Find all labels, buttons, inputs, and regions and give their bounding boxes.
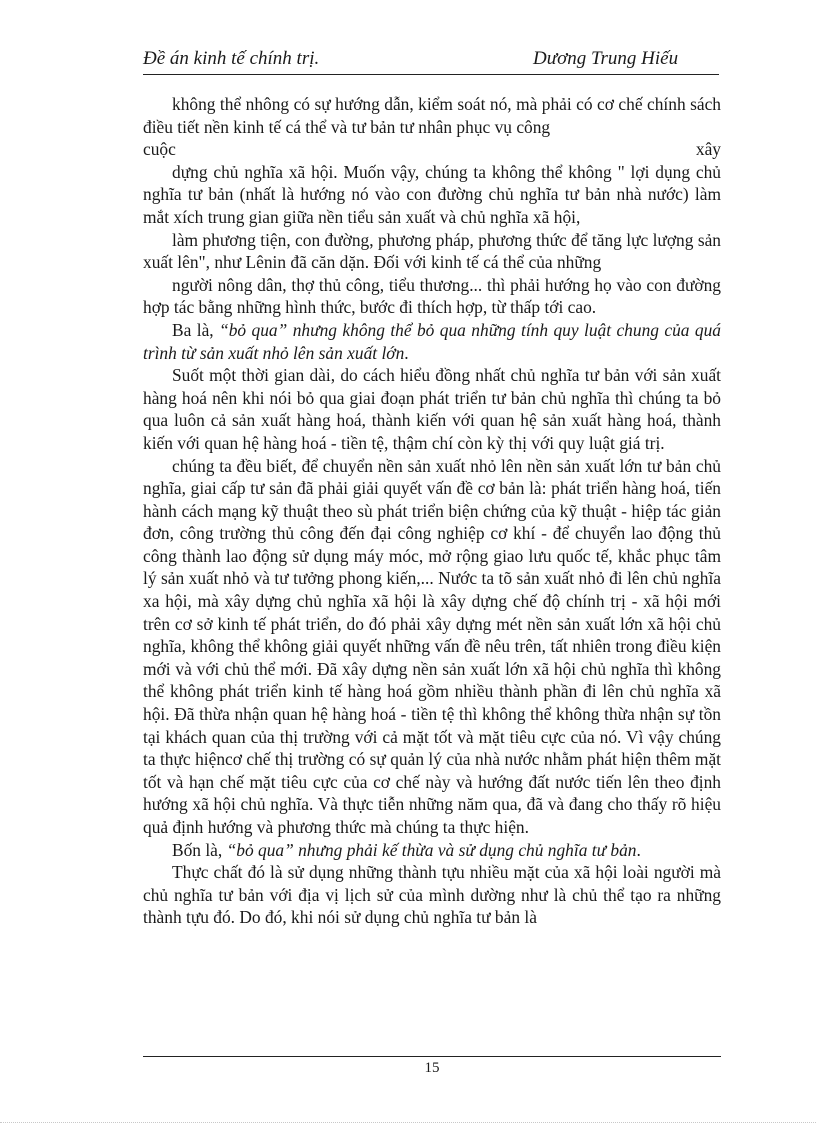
paragraph-7: chúng ta đều biết, để chuyển nền sản xuất nhỏ lên nền sản xuất lớn tư bản chủ nghĩa, giai cấp tư sản đã phải giải quyết vấn đề cơ bản là: phát triển hàng hoá, tiến hành cách mạng kỹ thuật theo sù phát triển biện chứng của kỹ thuật - hiệp tác giản đơn, công trường thủ công đến đại công nghiệp cơ khí - để chuyển lao động thủ công thành lao động sử dụng máy móc, mở rộng giao lưu quốc tế, khắc phục tâm lý sản xuất nhỏ và tư tưởng phong kiến,... Nước ta tõ sản xuất nhỏ đi lên chủ nghĩa xa hội, mà xây dựng chủ nghĩa xã hội là xây dựng chế độ chính trị - xã hội mới trên cơ sở kinh tế phát triển, do đó phải xây dựng mét nền sản xuất lớn xã hội chủ nghĩa, không thể không giải quyết những vấn đề nêu trên, tất nhiên trong điều kiện mới và với chủ thể mới. Đã xây dựng nền sản xuất lớn xã hội chủ nghĩa thì không thể không phát triển kinh tế hàng hoá gồm nhiều thành phần đi lên chủ nghĩa xã hội. Đã thừa nhận quan hệ hàng hoá - tiền tệ thì không thể không thừa nhận sự tồn tại khách quan của thị trường với cả mặt tốt và mặt tiêu cực của nó. Vì vậy chúng ta thực hiệncơ chế thị trường có sự quản lý của nhà nước nhằm phát hiện thêm mặt tốt và hạn chế mặt tiêu cực của cơ chế này và hướng đất nước tiến lên theo định hướng xã hội chủ nghĩa. Và thực tiễn những năm qua, đã và đang cho thấy rõ hiệu quả định hướng và phương thức mà chúng ta thực hiện. — [143, 455, 721, 837]
paragraph-5-tail: . — [404, 342, 409, 363]
paragraph-1-fragment-left: cuộc — [143, 139, 176, 160]
paragraph-5-emphasis: “bỏ qua” nhưng không thể bỏ qua những tính quy luật chung của quá trình từ sản xuất nhỏ lên sản xuất lớn — [143, 319, 721, 363]
header-document-title: Đề án kinh tế chính trị. — [143, 48, 320, 69]
paragraph-8-tail: . — [636, 839, 641, 860]
paragraph-2: dựng chủ nghĩa xã hội. Muốn vậy, chúng ta không thể không " lợi dụng chủ nghĩa tư bản (nhất là hướng nó vào con đường chủ nghĩa tư bản nhà nước) làm mắt xích trung gian giữa nền tiểu sản xuất và chủ nghĩa xã hội, — [143, 161, 721, 227]
header-author: Dương Trung Hiếu — [533, 48, 679, 69]
page-number: 15 — [424, 1060, 440, 1076]
paragraph-1-fragment-right: xây — [695, 139, 721, 160]
paragraph-8-emphasis: “bỏ qua” nhưng phải kế thừa và sử dụng chủ nghĩa tư bản — [226, 839, 637, 860]
paragraph-6: Suốt một thời gian dài, do cách hiểu đồng nhất chủ nghĩa tư bản với sản xuất hàng hoá nên khi nói bỏ qua giai đoạn phát triển tư bản chủ nghĩa thì chúng ta bỏ qua luôn cả sản xuất hàng hoá, thành kiến với quan hệ sản xuất hàng hoá, thành kiến với quan hệ hàng hoá - tiền tệ, thậm chí còn kỳ thị với quy luật giá trị. — [143, 365, 721, 453]
paragraph-8-heading — [143, 839, 721, 862]
page-body — [143, 93, 721, 929]
paragraph-4: người nông dân, thợ thủ công, tiểu thương... thì phải hướng họ vào con đường hợp tác bằng những hình thức, bước đi thích hợp, từ thấp tới cao. — [143, 274, 721, 318]
footer-rule — [143, 1056, 721, 1057]
paragraph-1-last-line — [143, 138, 721, 161]
paragraph-1: không thể nhông có sự hướng dẫn, kiểm soát nó, mà phải có cơ chế chính sách điều tiết nền kinh tế cá thể và tư bản tư nhân phục vụ công — [143, 94, 721, 137]
paragraph-5-heading — [143, 319, 721, 364]
paragraph-8-lead: Bốn là, — [172, 839, 227, 860]
paragraph-3: làm phương tiện, con đường, phương pháp, phương thức để tăng lực lượng sản xuất lên", như Lênin đã căn dặn. Đối với kinh tế cá thể của những — [143, 229, 721, 273]
paragraph-5-lead: Ba là, — [172, 319, 220, 340]
page-header — [143, 44, 719, 75]
paragraph-9: Thực chất đó là sử dụng những thành tựu nhiều mặt của xã hội loài người mà chủ nghĩa tư bản với địa vị lịch sử của mình dường như là chủ thể tạo ra những thành tựu đó. Do đó, khi nói sử dụng chủ nghĩa tư bản là — [143, 862, 721, 928]
